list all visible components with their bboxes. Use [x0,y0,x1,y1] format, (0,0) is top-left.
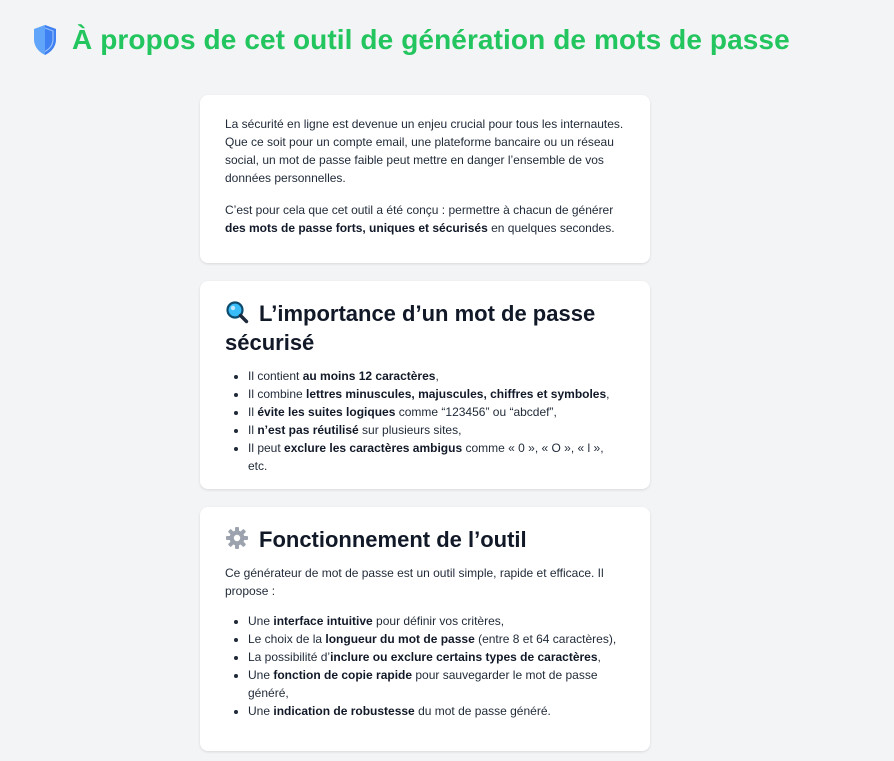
list-item: • Il peut exclure les caractères ambigus comme « 0 », « O », « l », etc. [248,439,626,475]
importance-card [200,281,650,489]
fonctionnement-intro: Ce générateur de mot de passe est un outil simple, rapide et efficace. Il propose : [225,566,604,598]
intro-paragraph: La sécurité en ligne est devenue un enjeu crucial pour tous les internautes. Que ce soit pour un compte email, une plateforme bancaire ou un réseau social, un mot de passe faible peut mettre en danger l’ensemble de vos données personnelles. [225,117,624,185]
fonctionnement-card [200,507,650,751]
list-item: • Le choix de la longueur du mot de passe (entre 8 et 64 caractères), [248,630,626,648]
importance-heading [225,299,626,357]
list-item: • Une interface intuitive pour définir vos critères, [248,612,626,630]
importance-title: L’importance d’un mot de passe sécurisé [225,301,596,355]
page-title: À propos de cet outil de génération de mots de passe [72,24,790,55]
importance-list [225,367,626,475]
list-item: • Il n’est pas réutilisé sur plusieurs sites, [248,421,626,439]
list-item: • Il combine lettres minuscules, majuscules, chiffres et symboles, [248,385,626,403]
list-item: • Une indication de robustesse du mot de passe généré. [248,702,626,720]
fonctionnement-title: Fonctionnement de l’outil [259,527,527,552]
intro-purpose-paragraph: C’est pour cela que cet outil a été conçu : permettre à chacun de générer des mots de passe forts, uniques et sécurisés en quelques secondes. [225,203,615,235]
page-header [32,24,790,56]
list-item: • Il évite les suites logiques comme “123456” ou “abcdef”, [248,403,626,421]
list-item: • La possibilité d’inclure ou exclure certains types de caractères, [248,648,626,666]
list-item: • Une fonction de copie rapide pour sauvegarder le mot de passe généré, [248,666,626,702]
magnifier-icon [225,300,249,324]
shield-icon [32,24,58,56]
gear-icon [225,526,249,550]
intro-emphasis: des mots de passe forts, uniques et sécurisés [225,221,488,235]
list-item: • Il contient au moins 12 caractères, [248,367,626,385]
fonctionnement-list [225,612,626,720]
fonctionnement-heading [225,525,626,554]
intro-card [200,95,650,263]
